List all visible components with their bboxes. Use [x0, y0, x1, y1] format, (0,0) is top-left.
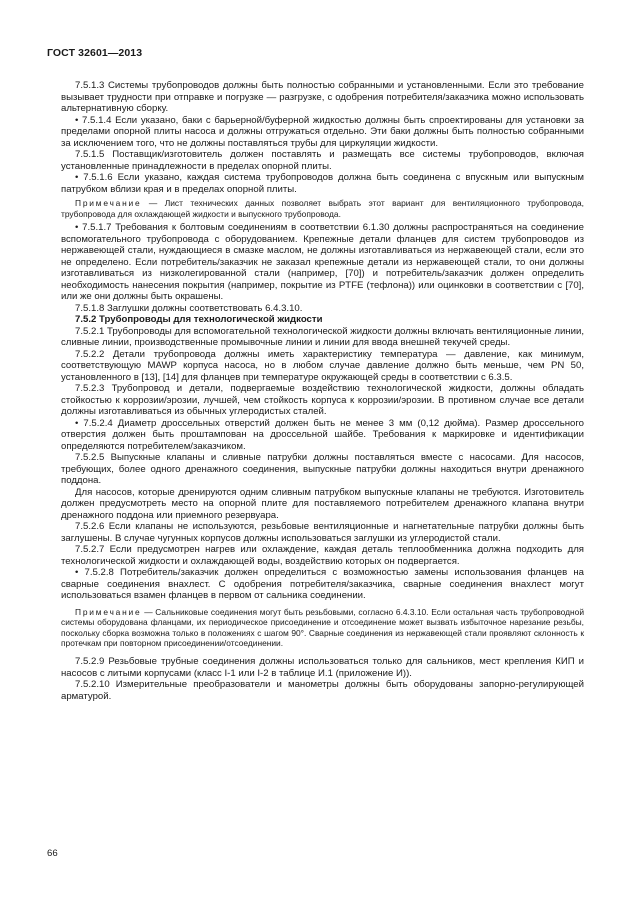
paragraph-7-5-1-5: 7.5.1.5 Поставщик/изготовитель должен поставлять и размещать все системы трубопроводов, включая установленные принадлежности в пределах опорной плиты. — [61, 149, 584, 172]
note-paragraph — [61, 607, 584, 649]
note-label: Примечание — [75, 198, 142, 208]
standard-header: ГОСТ 32601—2013 — [47, 47, 143, 59]
page-number: 66 — [47, 848, 58, 859]
paragraph-7-5-1-4: • 7.5.1.4 Если указано, баки с барьерной/буферной жидкостью должны быть спроектированы для установки за пределами опорной плиты насоса и должны отгружаться отдельно. Эти баки должны быть полностью собранными за исключением того, что не должны поставляться трубы для циркуляции жидкости. — [61, 114, 584, 149]
paragraph-7-5-2-4: • 7.5.2.4 Диаметр дроссельных отверстий должен быть не менее 3 мм (0,12 дюйма). Размер дроссельного отверстия должен быть проштампован на дроссельной шайбе. Требования к маркировке и идентификации определяются потребителем/заказчиком. — [61, 417, 584, 452]
note-paragraph — [61, 198, 584, 219]
note-text: — Лист технических данных позволяет выбрать этот вариант для вентиляционного трубопровода, трубопровода для охлаждающей жидкости и выпускного трубопровода. — [61, 198, 584, 219]
paragraph-7-5-2-9: 7.5.2.9 Резьбовые трубные соединения должны использоваться только для сальников, мест крепления КИП и насосов с литыми корпусами (класс I-1 или I-2 в таблице И.1 (приложение И)). — [61, 656, 584, 679]
note-label: Примечание — [75, 606, 142, 617]
paragraph-7-5-2-10: 7.5.2.10 Измерительные преобразователи и манометры должны быть оборудованы запорно-регулирующей арматурой. — [61, 679, 584, 702]
paragraph-7-5-2-3: 7.5.2.3 Трубопровод и детали, подвергаемые воздействию технологической жидкости, должны обладать стойкостью к коррозии/эрозии, лучшей, чем стойкость корпуса к коррозии/эрозии. В противном случае все детали должны изготавливаться из обычных углеродистых сталей. — [61, 383, 584, 418]
paragraph-7-5-2-2: 7.5.2.2 Детали трубопровода должны иметь характеристику температура — давление, как минимум, соответствующую MAWP корпуса насоса, но в любом случае давление должно быть меньше, чем PN 50, установленного в [13], [14] для фланцев при температуре окружающей среды в соответствии с 6.3.5. — [61, 348, 584, 383]
note-text: — Сальниковые соединения могут быть резьбовыми, согласно 6.4.3.10. Если остальная часть трубопроводной системы оборудована фланцами, их периодическое присоединение и отсоединение может вызвать избыточное нарезание резьбы, поскольку сборка возможна только в положениях с шагом 90°. Сварные соединения из нержавеющей стали проявляют склонность к протечкам при повторном присоединении/отсоединении. — [61, 606, 584, 649]
paragraph-7-5-2-8: • 7.5.2.8 Потребитель/заказчик должен определиться с возможностью замены использования фланцев на сварные соединения внахлест. С одобрения потребителя/заказчика, сварные соединения внахлест могут использоваться взамен фланцев в первом от сальника соединении. — [61, 567, 584, 602]
paragraph-7-5-1-3: 7.5.1.3 Системы трубопроводов должны быть полностью собранными и установленными. Если это требование вызывает трудности при отправке и погрузке — разгрузке, с одобрения потребителя/заказчика можно использовать альтернативную сборку. — [61, 80, 584, 114]
paragraph-7-5-2-7: 7.5.2.7 Если предусмотрен нагрев или охлаждение, каждая деталь теплообменника должна подходить для технологической жидкости и охлаждающей воды, воздействию которых он подвергается. — [61, 544, 584, 567]
paragraph-drain-valves: Для насосов, которые дренируются одним сливным патрубком выпускные клапаны не требуются. Изготовитель должен предусмотреть место на опорной плите для поставляемого потребителем дренажного клапана внутри дренажного поддона или приемного резервуара. — [61, 486, 584, 521]
paragraph-7-5-1-6: • 7.5.1.6 Если указано, каждая система трубопроводов должна быть соединена с впускным или выпускным патрубком вблизи края и в пределах опорной плиты. — [61, 172, 584, 195]
paragraph-7-5-2-1: 7.5.2.1 Трубопроводы для вспомогательной технологической жидкости должны включать вентиляционные линии, сливные линии, производственные промывочные линии и линии для ввода внешней текучей среды. — [61, 325, 584, 349]
section-heading-7-5-2: 7.5.2 Трубопроводы для технологической жидкости — [75, 314, 323, 326]
paragraph-7-5-1-8: 7.5.1.8 Заглушки должны соответствовать 6.4.3.10. — [75, 302, 303, 314]
document-body — [61, 80, 584, 702]
paragraph-7-5-1-7: • 7.5.1.7 Требования к болтовым соединениям в соответствии 6.1.30 должны распространяться на соединение вспомогательного трубопровода с оборудованием. Крепежные детали фланцев для систем трубопроводов из нержавеющей стали, нуждающиеся в смазке маслом, не должны изготавливаться из нержавеющей стали, если это не определено. Если потребитель/заказчик не заказал крепежные детали из нержавеющей стали, то они должны изготавливаться из низколегированной стали (например, [70]) и потребитель/заказчик должен определить необходимость нанесения покрытия (например, покрытие из PTFE (тефлона)) или оцинковки в соответствии с [70], или же они должны быть окрашены. — [61, 222, 584, 303]
paragraph-7-5-2-6: 7.5.2.6 Если клапаны не используются, резьбовые вентиляционные и нагнетательные патрубки должны быть заглушены. В случае чугунных корпусов должны использоваться заглушки из углеродистой стали. — [61, 521, 584, 544]
paragraph-7-5-2-5: 7.5.2.5 Выпускные клапаны и сливные патрубки должны поставляться вместе с насосами. Для насосов, требующих, более одного дренажного соединения, выпускные патрубки должны находиться внутри дренажного поддона. — [61, 452, 584, 487]
